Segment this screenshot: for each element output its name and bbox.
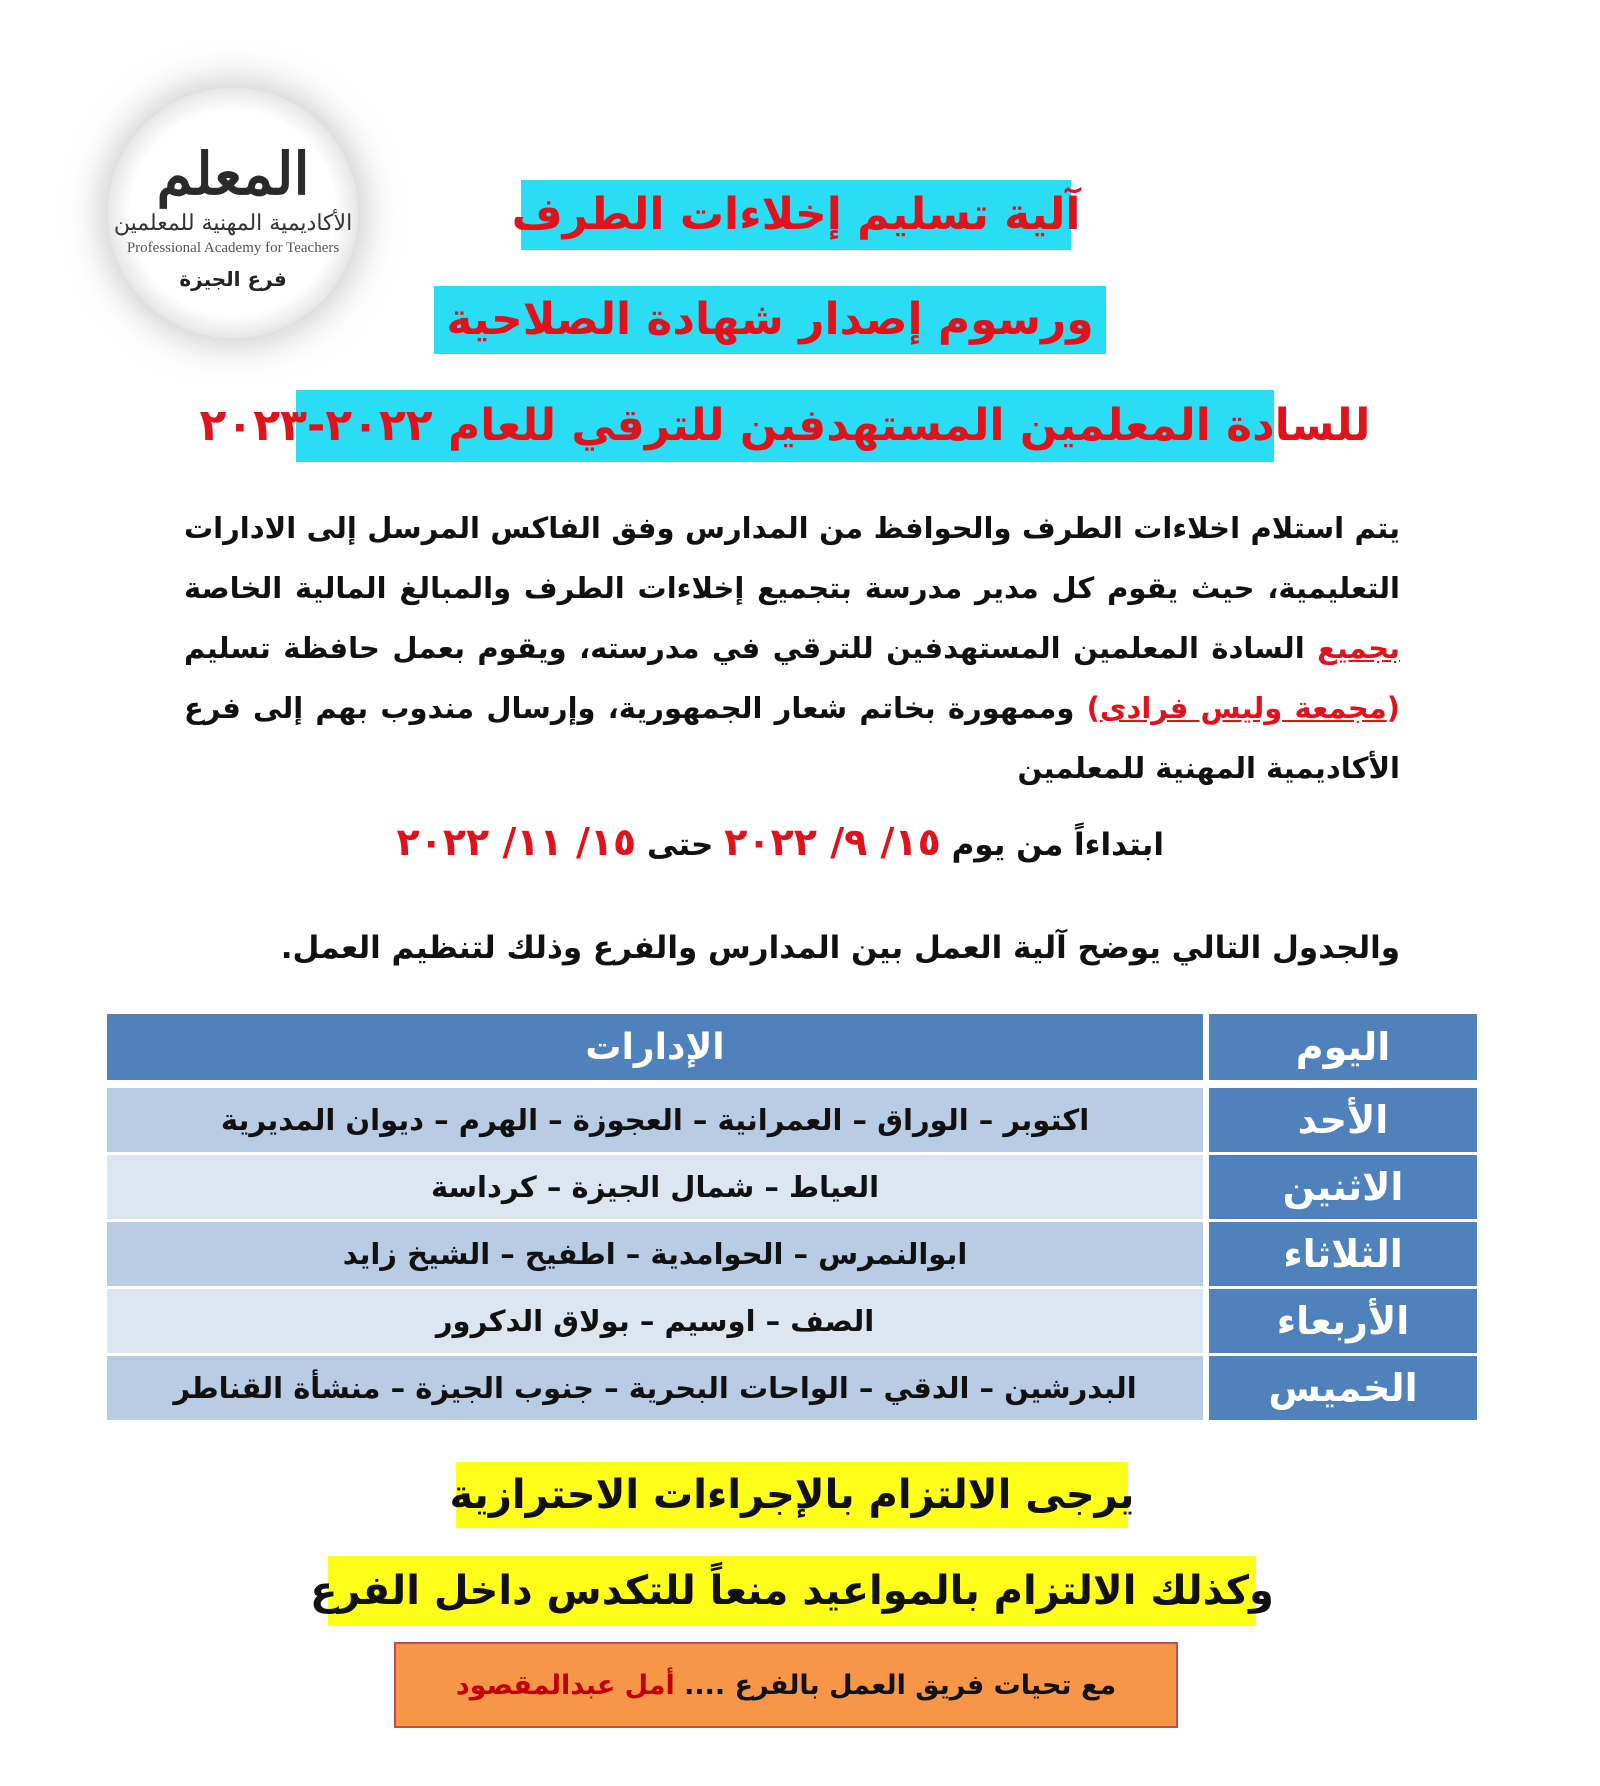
title-line-1: آلية تسليم إخلاءات الطرف: [521, 180, 1071, 250]
table-header-row: [107, 1014, 1477, 1080]
row-day: الاثنين: [1209, 1155, 1477, 1222]
signature-box: [394, 1642, 1178, 1728]
row-depts: الصف – اوسيم – بولاق الدكرور: [107, 1289, 1203, 1356]
logo-english-name: Professional Academy for Teachers: [126, 240, 340, 256]
row-depts: ابوالنمرس – الحوامدية – اطفيح – الشيخ زايد: [107, 1222, 1203, 1289]
para-part-2: السادة المعلمين المستهدفين للترقي في مدرسته، ويقوم بعمل حافظة تسليم: [184, 631, 1318, 665]
table-row: [107, 1289, 1477, 1356]
paren-text: مجمعة وليس فرادى: [1099, 691, 1387, 725]
row-day: الأربعاء: [1209, 1289, 1477, 1356]
table-row: [107, 1155, 1477, 1222]
table-intro: والجدول التالي يوضح آلية العمل بين المدارس والفرع وذلك لتنظيم العمل.: [280, 930, 1400, 966]
title-line-2: ورسوم إصدار شهادة الصلاحية: [434, 286, 1106, 354]
schedule-table: [107, 1014, 1477, 1423]
paren-close: ): [1086, 691, 1100, 725]
signature-name: أمل عبدالمقصود: [455, 1669, 675, 1701]
signature-text: مع تحيات فريق العمل بالفرع ....: [684, 1669, 1117, 1701]
date-range: [396, 820, 1164, 864]
academy-logo: [108, 88, 358, 338]
para-highlight: بجميع: [1317, 631, 1400, 665]
row-day: الخميس: [1209, 1356, 1477, 1423]
date-end: ١٥/ ١١/ ٢٠٢٢: [396, 820, 637, 864]
instructions-paragraph: [184, 498, 1400, 798]
date-prefix: ابتداءاً من يوم: [940, 827, 1164, 863]
header-depts: الإدارات: [107, 1014, 1203, 1080]
paren-open: (: [1386, 691, 1401, 725]
notice-precautions: يرجى الالتزام بالإجراءات الاحترازية: [456, 1462, 1128, 1528]
logo-branch: فرع الجيزة: [179, 267, 287, 291]
title-line-3: للسادة المعلمين المستهدفين للترقي للعام ٢٠٢٢-٢٠٢٣: [296, 390, 1274, 462]
row-depts: اكتوبر – الوراق – العمرانية – العجوزة – الهرم – ديوان المديرية: [107, 1088, 1203, 1155]
header-day: اليوم: [1209, 1014, 1477, 1080]
row-depts: العياط – شمال الجيزة – كرداسة: [107, 1155, 1203, 1222]
row-depts: البدرشين – الدقي – الواحات البحرية – جنوب الجيزة – منشأة القناطر: [107, 1356, 1203, 1423]
para-part-1: يتم استلام اخلاءات الطرف والحوافظ من المدارس وفق الفاكس المرسل إلى الادارات التعليمية، حيث يقوم كل مدير مدرسة بتجميع إخلاءات الطرف والمبالغ المالية الخاصة: [184, 511, 1400, 605]
date-start: ١٥/ ٩/ ٢٠٢٢: [724, 820, 941, 864]
para-part-3: وممهورة بخاتم شعار الجمهورية، وإرسال مندوب بهم إلى فرع الأكاديمية المهنية للمعلمين: [184, 691, 1400, 785]
notice-schedule: وكذلك الالتزام بالمواعيد منعاً للتكدس داخل الفرع: [328, 1556, 1256, 1626]
row-day: الأحد: [1209, 1088, 1477, 1155]
table-row: [107, 1088, 1477, 1155]
table-row: [107, 1222, 1477, 1289]
logo-arabic-name: الأكاديمية المهنية للمعلمين: [113, 211, 353, 236]
logo-mark: المعلم: [156, 140, 310, 208]
row-day: الثلاثاء: [1209, 1222, 1477, 1289]
date-until: حتى: [636, 827, 725, 863]
table-row: [107, 1356, 1477, 1423]
para-parenthetical: [1087, 691, 1400, 725]
